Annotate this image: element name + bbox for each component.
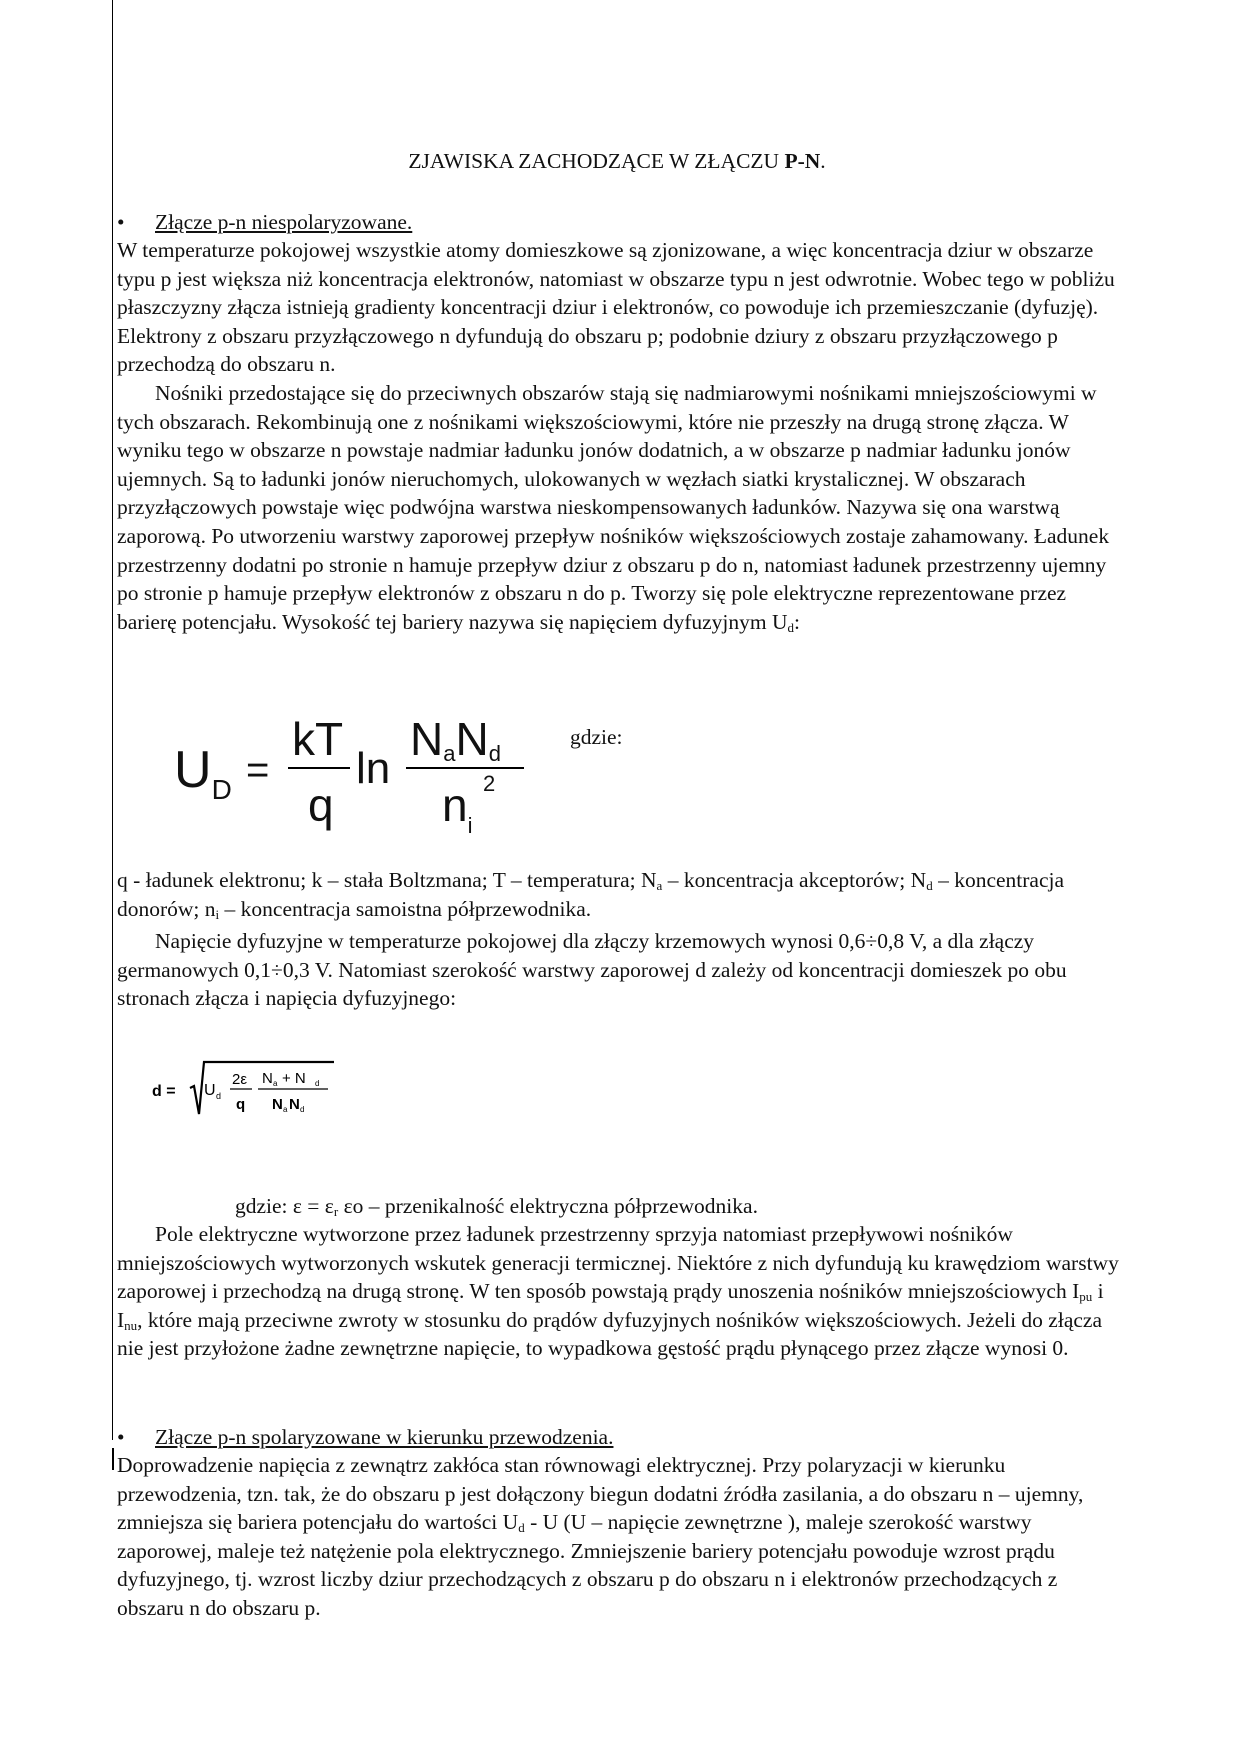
formula2-num-sub2: d: [315, 1079, 320, 1088]
formula2-num-sub1: a: [273, 1079, 278, 1088]
left-margin-line: [112, 0, 113, 1440]
diffusion-voltage-formula: [158, 712, 578, 842]
formula1-equals: =: [246, 748, 270, 792]
formula1-ln: ln: [356, 744, 391, 793]
formula2-den-n1: N: [272, 1096, 283, 1113]
formula1-fraction-bar: [288, 767, 350, 769]
formula1-exponent: 2: [483, 771, 496, 796]
formula1-lhs: $U_D$: [174, 741, 232, 805]
formula2-svg: [152, 1052, 382, 1122]
formula2-u: U: [204, 1082, 216, 1099]
formula1-legend: q - ładunek elektronu; k – stała Boltzmana; T – temperatura; $N_a$ – koncentracja akceptorów; $N_d$ – koncentracja donorów; $n_i$ – koncentracja samoistna półprzewodnika.: [117, 868, 1065, 922]
formula1-denominator: $n_i$: [442, 779, 473, 838]
formula2-den-n2: N: [289, 1096, 300, 1113]
formula2-den-sub1: a: [283, 1105, 288, 1114]
section1-heading: • Złącze p-n niespolaryzowane.: [117, 208, 1117, 237]
margin-tick-mark: [112, 1448, 114, 1470]
formula1-q: q: [308, 779, 334, 831]
section1-paragraph-3: Napięcie dyfuzyjne w temperaturze pokojowej dla złączy krzemowych wynosi 0,6÷0,8 V, a dla złączy germanowych 0,1÷0,3 V. Natomiast szerokość warstwy zaporowej d zależy od koncentracji domieszek po obu stronach złącza i napięcia dyfuzyjnego:: [117, 929, 1067, 1011]
section1-paragraph-4: Pole elektryczne wytworzone przez ładunek przestrzenny sprzyja natomiast przepływowi nośników mniejszościowych wytworzonych wskutek generacji termicznej. Niektóre z nich dyfundują ku krawędziom warstwy zaporowej i przechodzą na drugą stronę. W ten sposób powstają prądy unoszenia nośników mniejszościowych $I_{pu}$ i $I_{nu}$, które mają przeciwne zwroty w stosunku do prądów dyfuzyjnych nośników większościowych. Jeżeli do złącza nie jest przyłożone żadne zewnętrzne napięcie, to wypadkowa gęstość prądu płynącego przez złącze wynosi 0.: [117, 1222, 1119, 1361]
section1-paragraph-1: W temperaturze pokojowej wszystkie atomy domieszkowe są zjonizowane, a więc koncentracja dziur w obszarze typu p jest większa niż koncentracja elektronów, natomiast w obszarze typu n jest odwrotnie. Wobec tego w pobliżu płaszczyzny złącza istnieją gradienty koncentracji dziur i elektronów, co powoduje ich przemieszczanie (dyfuzję). Elektrony z obszaru przyzłączowego n dyfundują do obszaru p; podobnie dziury z obszaru przyzłączowego p przechodzą do obszaru n.: [117, 238, 1115, 377]
formula1-fraction-bar-2: [406, 767, 524, 769]
section2-heading: • Złącze p-n spolaryzowane w kierunku przewodzenia.: [117, 1423, 1117, 1452]
formula2-q: q: [236, 1096, 246, 1113]
gdzie-epsilon-line: gdzie: $\varepsilon = \varepsilon_r$ εo – przenikalność elektryczna półprzewodnika.: [235, 1194, 758, 1219]
formula2-two-eps: 2ε: [232, 1071, 248, 1088]
bullet-icon: •: [117, 210, 125, 234]
formula2-den-sub2: d: [300, 1105, 305, 1114]
formula1-numerator: $N_aN_d$: [410, 713, 501, 766]
formula1-gdzie: gdzie:: [570, 725, 623, 749]
depletion-width-formula: [152, 1052, 382, 1122]
formula2-lhs: d =: [152, 1083, 176, 1100]
bullet-icon: •: [117, 1425, 125, 1449]
formula2-plus-n: + N: [282, 1070, 306, 1087]
formula2-u-sub: d: [216, 1091, 222, 1101]
formula2-num-n: N: [262, 1070, 273, 1087]
section2-paragraph-1: Doprowadzenie napięcia z zewnątrz zakłóca stan równowagi elektrycznej. Przy polaryzacji w kierunku przewodzenia, tzn. tak, że do obszaru p jest dołączony biegun dodatni źródła zasilania, a do obszaru n – ujemny, zmniejsza się bariera potencjału do wartości $U_d$ - U (U – napięcie zewnętrzne ), maleje szerokość warstwy zaporowej, maleje też natężenie pola elektrycznego. Zmniejszenie bariery potencjału powoduje wzrost prądu dyfuzyjnego, tj. wzrost liczby dziur przechodzących z obszaru p do obszaru n i elektronów przechodzących z obszaru n do obszaru p.: [117, 1453, 1084, 1620]
section1-paragraph-2: Nośniki przedostające się do przeciwnych obszarów stają się nadmiarowymi nośnikami mniejszościowymi w tych obszarach. Rekombinują one z nośnikami większościowymi, które nie przeszły na drugą stronę złącza. W wyniku tego w obszarze n powstaje nadmiar ładunku jonów dodatnich, a w obszarze p nadmiar ładunku jonów ujemnych. Są to ładunki jonów nieruchomych, ulokowanych w węzłach siatki krystalicznej. W obszarach przyzłączowych powstaje więc podwójna warstwa nieskompensowanych ładunków. Nazywa się ona warstwą zaporową. Po utworzeniu warstwy zaporowej przepływ nośników większościowych zostaje zahamowany. Ładunek przestrzenny dodatni po stronie n hamuje przepływ dziur z obszaru p do n, natomiast ładunek przestrzenny ujemny po stronie p hamuje przepływ elektronów z obszaru n do p. Tworzy się pole elektryczne reprezentowane przez barierę potencjału. Wysokość tej bariery nazywa się napięciem dyfuzyjnym $U_d$:: [117, 381, 1110, 635]
page-title: ZJAWISKA ZACHODZĄCE W ZŁĄCZU P-N.: [408, 149, 826, 173]
formula1-kt: kT: [292, 713, 344, 765]
